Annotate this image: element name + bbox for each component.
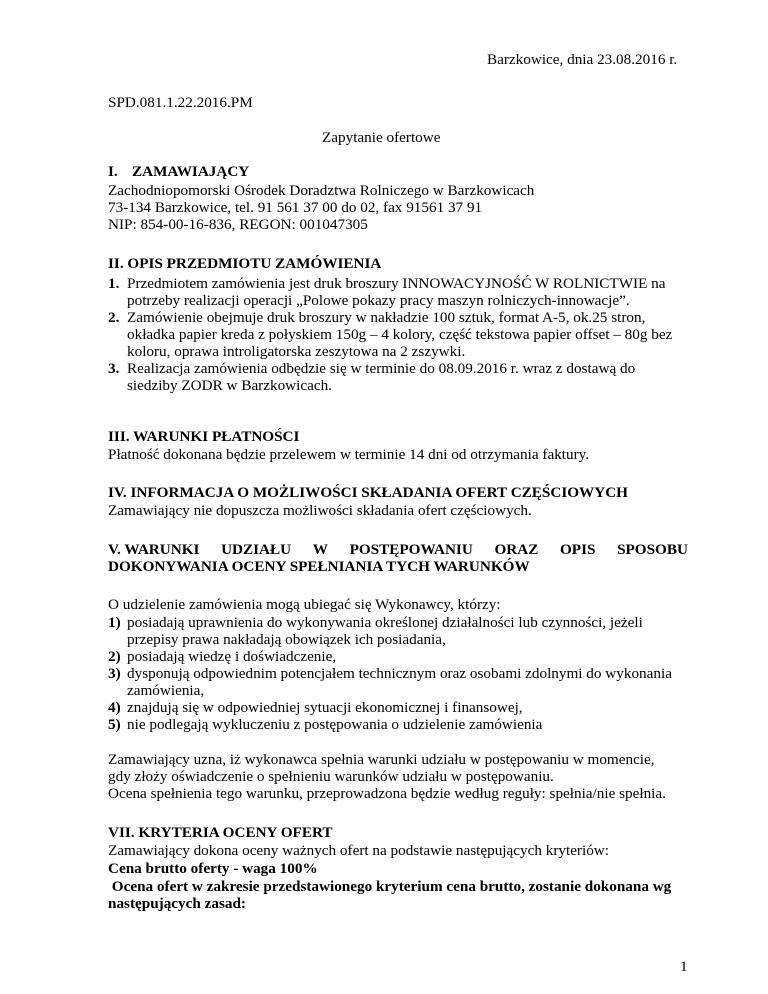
section-7-heading: VII. KRYTERIA OCENY OFERT: [108, 824, 333, 841]
criteria-intro: Zamawiający dokona oceny ważnych ofert na podstawie następujących kryteriów:: [108, 842, 609, 859]
reference-number: SPD.081.1.22.2016.PM: [108, 94, 253, 111]
list-item-number: 1): [108, 614, 121, 631]
criterion-price: Cena brutto oferty - waga 100%: [108, 860, 318, 877]
page-title: Zapytanie ofertowe: [322, 129, 441, 146]
text-line: zamówienia,: [127, 682, 205, 699]
text-line: Zamówienie obejmuje druk broszury w nakładzie 100 sztuk, format A-5, ok.25 stron,: [127, 309, 646, 326]
evaluation-rule-cont: następujących zasad:: [108, 895, 246, 912]
conditions-intro: O udzielenie zamówienia mogą ubiegać się Wykonawcy, którzy:: [108, 596, 501, 613]
heading-word: W: [312, 541, 328, 558]
section-3-heading: III. WARUNKI PŁATNOŚCI: [108, 428, 300, 445]
text-line: potrzeby realizacji operacji „Polowe pokazy pracy maszyn rolniczych-innowacje”.: [127, 292, 630, 309]
list-item-number: 4): [108, 699, 121, 716]
partial-offers-info: Zamawiający nie dopuszcza możliwości składania ofert częściowych.: [108, 502, 532, 519]
list-item-number: 5): [108, 716, 121, 733]
evaluation-rule: Ocena ofert w zakresie przedstawionego kryterium cena brutto, zostanie dokonana wg: [108, 878, 672, 895]
payment-terms: Płatność dokonana będzie przelewem w terminie 14 dni od otrzymania faktury.: [108, 446, 590, 463]
section-2-heading: II. OPIS PRZEDMIOTU ZAMÓWIENIA: [108, 255, 382, 272]
text-line: koloru, oprawa introligatorska zeszytowa na 2 zszywki.: [127, 343, 466, 360]
text-line: Zamawiający uzna, iż wykonawca spełnia warunki udziału w postępowaniu w momencie,: [108, 751, 655, 768]
ordering-party-ids: NIP: 854-00-16-836, REGON: 001047305: [108, 216, 368, 233]
heading-word: V. WARUNKI: [108, 541, 200, 558]
heading-word: UDZIAŁU: [221, 541, 292, 558]
page-number: 1: [680, 958, 688, 975]
text-line: siedziby ZODR w Barzkowicach.: [127, 377, 332, 394]
text-line: nie podlegają wykluczeniu z postępowania o udzielenie zamówienia: [127, 716, 543, 733]
list-item-number: 2.: [108, 309, 120, 326]
text-line: Przedmiotem zamówienia jest druk broszury INNOWACYJNOŚĆ W ROLNICTWIE na: [127, 275, 666, 292]
text-line: znajdują się w odpowiedniej sytuacji ekonomicznej i finansowej,: [127, 699, 523, 716]
list-item-number: 1.: [108, 275, 120, 292]
place-date: Barzkowice, dnia 23.08.2016 r.: [487, 51, 678, 68]
section-1-heading: ZAMAWIAJĄCY: [132, 163, 250, 180]
heading-word: OPIS: [559, 541, 596, 558]
list-item-number: 2): [108, 648, 121, 665]
section-5-heading: [108, 541, 688, 559]
text-line: Realizacja zamówienia odbędzie się w terminie do 08.09.2016 r. wraz z dostawą do: [127, 360, 636, 377]
text-line: Ocena spełnienia tego warunku, przeprowadzona będzie według reguły: spełnia/nie spełnia.: [108, 785, 666, 802]
ordering-party-address: 73-134 Barzkowice, tel. 91 561 37 00 do 02, fax 91561 37 91: [108, 199, 483, 216]
ordering-party-name: Zachodniopomorski Ośrodek Doradztwa Rolniczego w Barzkowicach: [108, 182, 535, 199]
section-5-heading-line-2: DOKONYWANIA OCENY SPEŁNIANIA TYCH WARUNKÓW: [108, 558, 530, 575]
section-1-number: I.: [108, 163, 118, 180]
section-4-heading: IV. INFORMACJA O MOŻLIWOŚCI SKŁADANIA OFERT CZĘŚCIOWYCH: [108, 484, 628, 501]
heading-word: ORAZ: [494, 541, 539, 558]
text-line: gdy złoży oświadczenie o spełnieniu warunków udziału w postępowaniu.: [108, 768, 554, 785]
text-line: posiadają uprawnienia do wykonywania określonej działalności lub czynności, jeżeli: [127, 614, 643, 631]
heading-word: SPOSOBU: [617, 541, 688, 558]
text-line: okładka papier kreda z połyskiem 150g – 4 kolory, część tekstowa papier offset – 80g bez: [127, 326, 673, 343]
text-line: posiadają wiedzę i doświadczenie,: [127, 648, 337, 665]
list-item-number: 3.: [108, 360, 120, 377]
list-item-number: 3): [108, 665, 121, 682]
list-item-text: [127, 275, 688, 293]
text-line: przepisy prawa nakładają obowiązek ich posiadania,: [127, 631, 446, 648]
heading-word: POSTĘPOWANIU: [349, 541, 473, 558]
text-line: dysponują odpowiednim potencjałem technicznym oraz osobami zdolnymi do wykonania: [127, 665, 672, 682]
